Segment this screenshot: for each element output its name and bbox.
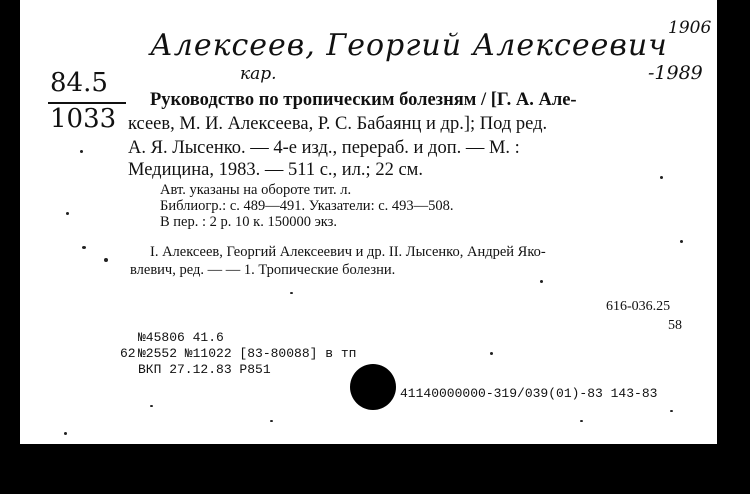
shelf-mark-top: 84.5 (50, 68, 108, 98)
speck (680, 240, 683, 243)
udc-number: 58 (668, 318, 682, 333)
number-line-2: №2552 №11022 [83-80088] в тп (138, 346, 357, 361)
title-line-4: Медицина, 1983. — 511 с., ил.; 22 см. (128, 160, 423, 180)
title-line-2: ксеев, М. И. Алексеева, Р. С. Бабаянц и др.]; Под ред. (128, 114, 548, 134)
speck (540, 280, 543, 283)
speck (660, 176, 663, 179)
speck (670, 410, 673, 412)
speck (66, 212, 69, 215)
note-bibliography: Библиогр.: с. 489—491. Указатели: с. 493—508. (160, 198, 454, 214)
shelf-mark-bottom: 1033 (50, 104, 117, 134)
udc-code: 616-036.25 (606, 299, 671, 314)
catalog-card (20, 0, 717, 444)
speck (80, 150, 83, 153)
number-line-1: №45806 41.6 (138, 330, 224, 345)
tracing-line-1: I. Алексеев, Георгий Алексеевич и др. II. Лысенко, Андрей Яко- (150, 244, 546, 260)
handwritten-years-top: 1906 (668, 18, 712, 38)
handwritten-author: Алексеев, Георгий Алексеевич (150, 28, 668, 63)
punch-hole (350, 364, 396, 410)
speck (104, 258, 108, 262)
speck (270, 420, 273, 422)
speck (580, 420, 583, 422)
handwritten-note: кар. (240, 64, 277, 84)
handwritten-years-bottom: -1989 (648, 62, 703, 84)
speck (150, 405, 153, 407)
speck (490, 352, 493, 355)
number-line-2-prefix: 62 (120, 346, 136, 361)
note-price: В пер. : 2 р. 10 к. 150000 экз. (160, 214, 337, 230)
speck (290, 292, 293, 294)
speck (64, 432, 67, 435)
title-line-3: А. Я. Лысенко. — 4-е изд., перераб. и доп. — М. : (128, 138, 520, 158)
number-line-3: ВКП 27.12.83 Р851 (138, 362, 271, 377)
note-authors: Авт. указаны на обороте тит. л. (160, 182, 352, 198)
speck (82, 246, 86, 249)
title-line-1: Руководство по тропическим болезням / [Г. А. Але- (150, 90, 577, 110)
tracing-line-2: влевич, ред. — — 1. Тропические болезни. (130, 262, 396, 278)
publisher-code: 41140000000-319/039(01)-83 143-83 (400, 386, 658, 401)
